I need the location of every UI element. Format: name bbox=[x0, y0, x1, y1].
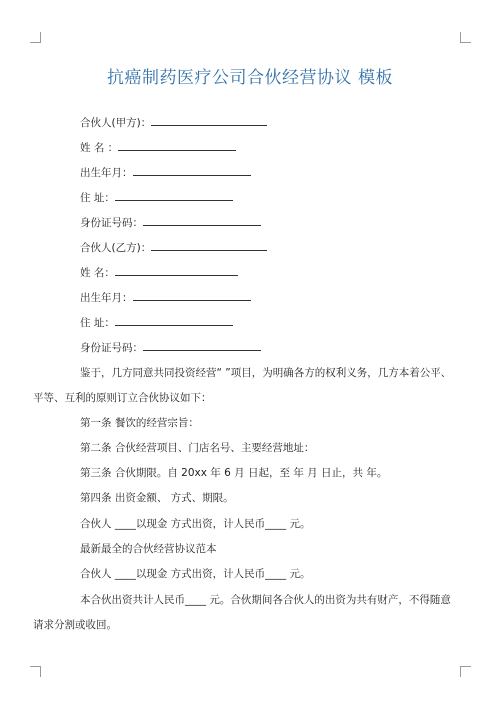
field-address-b bbox=[80, 315, 233, 330]
field-label: 出生年月： bbox=[80, 292, 133, 304]
template-heading-repeat: 最新最全的合伙经营协议范本 bbox=[80, 543, 217, 555]
field-label: 合伙人(乙方)： bbox=[80, 242, 152, 254]
field-address-a bbox=[80, 190, 233, 205]
article-1: 第一条 餐饮的经营宗旨： bbox=[80, 417, 199, 429]
fill-blank[interactable] bbox=[118, 140, 236, 151]
fill-blank[interactable] bbox=[133, 290, 251, 301]
field-label: 合伙人(甲方)： bbox=[80, 117, 152, 129]
fill-blank[interactable] bbox=[151, 115, 267, 126]
field-birth-a bbox=[80, 165, 251, 180]
total-line-1: 本合伙出资共计人民币____ 元。合伙期间各合伙人的出资为共有财产，不得随意 bbox=[80, 594, 451, 606]
field-label: 出生年月： bbox=[80, 167, 133, 179]
preamble-line-2: 平等、互利的原则订立合伙协议如下： bbox=[33, 392, 212, 404]
field-label: 姓 名 ： bbox=[80, 142, 119, 154]
document-title: 抗癌制药医疗公司合伙经营协议 模板 bbox=[107, 68, 393, 88]
field-label: 住 址： bbox=[80, 317, 115, 329]
field-name-b bbox=[80, 265, 238, 280]
article-2: 第二条 合伙经营项目、门店名号、主要经营地址： bbox=[80, 442, 315, 454]
field-partner-a bbox=[80, 115, 267, 130]
field-label: 身份证号码： bbox=[80, 342, 143, 354]
contribution-line-a: 合伙人 ____以现金 方式出资，计人民币____ 元。 bbox=[80, 518, 311, 530]
fill-blank[interactable] bbox=[133, 165, 251, 176]
field-label: 姓 名： bbox=[80, 267, 115, 279]
fill-blank[interactable] bbox=[115, 265, 238, 276]
fill-blank[interactable] bbox=[115, 190, 233, 201]
total-line-2: 请求分割或收回。 bbox=[33, 619, 117, 631]
preamble-line-1: 鉴于，几方同意共同投资经营“ ”项目，为明确各方的权利义务，几方本着公平、 bbox=[80, 367, 452, 379]
article-4: 第四条 出资金额、 方式、期限。 bbox=[80, 492, 234, 504]
corner-mark-top-right bbox=[460, 32, 471, 43]
corner-mark-top-left bbox=[30, 32, 41, 43]
fill-blank[interactable] bbox=[143, 340, 261, 351]
field-label: 身份证号码： bbox=[80, 217, 143, 229]
field-partner-b bbox=[80, 240, 267, 255]
corner-mark-bottom-left bbox=[30, 666, 41, 677]
field-label: 住 址： bbox=[80, 192, 115, 204]
article-3: 第三条 合伙期限。自 20xx 年 6 月 日起，至 年 月 日止，共 年。 bbox=[80, 467, 388, 479]
corner-mark-bottom-right bbox=[460, 666, 471, 677]
fill-blank[interactable] bbox=[143, 215, 261, 226]
fill-blank[interactable] bbox=[151, 240, 267, 251]
fill-blank[interactable] bbox=[115, 315, 233, 326]
field-name-a bbox=[80, 140, 236, 155]
field-id-a bbox=[80, 215, 261, 230]
field-birth-b bbox=[80, 290, 251, 305]
contribution-line-b: 合伙人 ____以现金 方式出资，计人民币____ 元。 bbox=[80, 568, 311, 580]
field-id-b bbox=[80, 340, 261, 355]
